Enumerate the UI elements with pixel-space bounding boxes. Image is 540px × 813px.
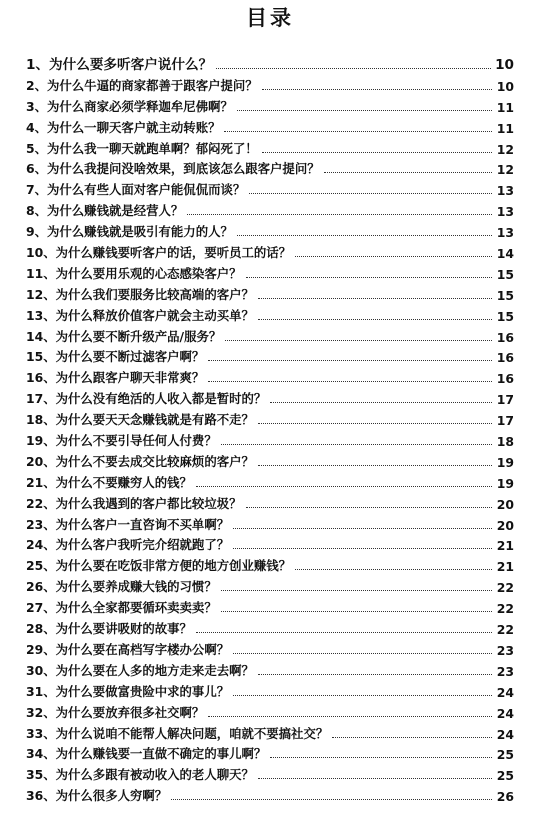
toc-entry[interactable]	[26, 762, 514, 783]
toc-entry[interactable]	[26, 94, 514, 115]
toc-entry-label: 33、为什么说咱不能帮人解决问题，咱就不要搞社交？	[26, 725, 329, 741]
dot-leader	[324, 172, 492, 173]
dot-leader	[246, 277, 493, 278]
dot-leader	[187, 214, 492, 215]
toc-entry-label: 21、为什么不要赚穷人的钱？	[26, 474, 192, 490]
toc-entry-page-number: 25	[496, 747, 514, 763]
toc-entry-page-number: 26	[496, 789, 514, 805]
dot-leader	[225, 340, 492, 341]
toc-entry[interactable]	[26, 533, 514, 554]
toc-entry[interactable]	[26, 783, 514, 804]
toc-entry-page-number: 12	[496, 162, 514, 178]
toc-entry-page-number: 11	[496, 99, 514, 115]
toc-entry-page-number: 20	[496, 517, 514, 533]
toc-entry[interactable]	[26, 595, 514, 616]
dot-leader	[270, 402, 492, 403]
toc-entry-label: 11、为什么要用乐观的心态感染客户？	[26, 265, 242, 281]
toc-entry[interactable]	[26, 73, 514, 94]
dot-leader	[221, 590, 492, 591]
toc-entry-label: 16、为什么跟客户聊天非常爽？	[26, 370, 205, 386]
toc-entry-label: 18、为什么要天天念赚钱就是有路不走？	[26, 412, 254, 428]
dot-leader	[270, 757, 492, 758]
toc-entry-label: 35、为什么多跟有被动收入的老人聊天？	[26, 767, 254, 783]
toc-entry[interactable]	[26, 386, 514, 407]
dot-leader	[196, 632, 492, 633]
dot-leader	[258, 298, 492, 299]
table-of-contents	[26, 50, 514, 804]
toc-entry[interactable]	[26, 177, 514, 198]
dot-leader	[208, 360, 492, 361]
toc-entry-label: 9、为什么赚钱就是吸引有能力的人？	[26, 224, 233, 240]
toc-entry-page-number: 22	[496, 601, 514, 617]
toc-entry[interactable]	[26, 50, 514, 73]
toc-entry-label: 20、为什么不要去成交比较麻烦的客户？	[26, 453, 254, 469]
toc-entry-page-number: 17	[496, 392, 514, 408]
page-title: 目录	[246, 6, 294, 30]
toc-entry-page-number: 16	[496, 371, 514, 387]
dot-leader	[224, 131, 492, 132]
toc-entry-page-number: 10	[495, 57, 514, 73]
dot-leader	[233, 653, 492, 654]
toc-entry-page-number: 14	[496, 246, 514, 262]
toc-entry-page-number: 20	[496, 496, 514, 512]
toc-entry-page-number: 11	[496, 120, 514, 136]
toc-entry-page-number: 24	[496, 705, 514, 721]
toc-entry-page-number: 22	[496, 622, 514, 638]
toc-entry[interactable]	[26, 136, 514, 157]
dot-leader	[258, 319, 492, 320]
toc-entry-label: 12、为什么我们要服务比较高端的客户？	[26, 286, 254, 302]
toc-entry[interactable]	[26, 491, 514, 512]
toc-entry[interactable]	[26, 700, 514, 721]
toc-entry-label: 15、为什么要不断过滤客户啊？	[26, 349, 205, 365]
dot-leader	[258, 674, 492, 675]
toc-entry-label: 5、为什么我一聊天就跑单啊？郁闷死了！	[26, 140, 258, 156]
dot-leader	[258, 465, 492, 466]
toc-entry-label: 29、为什么要在高档写字楼办公啊？	[26, 641, 230, 657]
toc-entry-page-number: 18	[496, 434, 514, 450]
toc-entry[interactable]	[26, 324, 514, 345]
toc-entry-page-number: 17	[496, 413, 514, 429]
toc-entry[interactable]	[26, 449, 514, 470]
toc-entry-label: 3、为什么商家必须学释迦牟尼佛啊？	[26, 98, 233, 114]
toc-entry-label: 4、为什么一聊天客户就主动转账？	[26, 119, 221, 135]
toc-entry-page-number: 21	[496, 559, 514, 575]
toc-entry-label: 22、为什么我遇到的客户都比较垃圾？	[26, 495, 242, 511]
toc-entry-label: 19、为什么不要引导任何人付费？	[26, 433, 217, 449]
toc-entry[interactable]	[26, 742, 514, 763]
toc-entry[interactable]	[26, 679, 514, 700]
toc-entry-label: 1、为什么要多听客户说什么？	[26, 57, 213, 73]
toc-entry-label: 7、为什么有些人面对客户能侃侃而谈？	[26, 182, 246, 198]
toc-entry-page-number: 13	[496, 225, 514, 241]
toc-entry-label: 31、为什么要做富贵险中求的事儿？	[26, 683, 230, 699]
dot-leader	[208, 716, 492, 717]
toc-entry[interactable]	[26, 240, 514, 261]
dot-leader	[196, 486, 492, 487]
dot-leader	[246, 507, 493, 508]
dot-leader	[208, 381, 492, 382]
toc-entry[interactable]	[26, 345, 514, 366]
toc-entry[interactable]	[26, 261, 514, 282]
dot-leader	[258, 423, 492, 424]
toc-entry[interactable]	[26, 157, 514, 178]
toc-entry-label: 10、为什么赚钱要听客户的话，要听员工的话？	[26, 245, 292, 261]
dot-leader	[171, 799, 492, 800]
toc-entry-label: 32、为什么要放弃很多社交啊？	[26, 704, 205, 720]
dot-leader	[258, 778, 492, 779]
toc-entry-label: 30、为什么要在人多的地方走来走去啊？	[26, 662, 254, 678]
toc-entry-label: 26、为什么要养成赚大钱的习惯？	[26, 579, 217, 595]
toc-entry-label: 25、为什么要在吃饭非常方便的地方创业赚钱？	[26, 558, 292, 574]
dot-leader	[332, 737, 492, 738]
dot-leader	[262, 152, 492, 153]
toc-entry[interactable]	[26, 428, 514, 449]
toc-entry-label: 23、为什么客户一直咨询不买单啊？	[26, 516, 230, 532]
toc-entry-label: 13、为什么释放价值客户就会主动买单？	[26, 307, 254, 323]
toc-entry-page-number: 16	[496, 329, 514, 345]
toc-entry-page-number: 22	[496, 580, 514, 596]
toc-entry-page-number: 15	[496, 266, 514, 282]
toc-entry[interactable]	[26, 470, 514, 491]
dot-leader	[249, 193, 492, 194]
toc-entry-page-number: 21	[496, 538, 514, 554]
toc-entry[interactable]	[26, 303, 514, 324]
toc-entry[interactable]	[26, 365, 514, 386]
toc-entry[interactable]	[26, 512, 514, 533]
toc-entry-page-number: 23	[496, 642, 514, 658]
toc-entry[interactable]	[26, 198, 514, 219]
toc-entry[interactable]	[26, 658, 514, 679]
toc-entry-page-number: 15	[496, 287, 514, 303]
toc-entry-page-number: 24	[496, 726, 514, 742]
toc-entry-page-number: 16	[496, 350, 514, 366]
toc-entry[interactable]	[26, 637, 514, 658]
dot-leader	[221, 444, 492, 445]
toc-entry[interactable]	[26, 282, 514, 303]
dot-leader	[221, 611, 492, 612]
toc-entry-label: 24、为什么客户我听完介绍就跑了？	[26, 537, 230, 553]
dot-leader	[237, 235, 492, 236]
dot-leader	[233, 548, 492, 549]
toc-entry[interactable]	[26, 574, 514, 595]
dot-leader	[216, 68, 491, 69]
toc-entry-page-number: 23	[496, 663, 514, 679]
toc-entry[interactable]	[26, 616, 514, 637]
dot-leader	[237, 110, 492, 111]
toc-entry-label: 27、为什么全家都要循环卖卖卖？	[26, 600, 217, 616]
toc-entry[interactable]	[26, 721, 514, 742]
toc-entry-page-number: 15	[496, 308, 514, 324]
toc-entry-page-number: 24	[496, 684, 514, 700]
dot-leader	[262, 89, 492, 90]
toc-entry-page-number: 25	[496, 768, 514, 784]
toc-entry-label: 17、为什么没有绝活的人收入都是暂时的？	[26, 391, 267, 407]
toc-entry-label: 2、为什么牛逼的商家都善于跟客户提问？	[26, 77, 258, 93]
dot-leader	[295, 256, 492, 257]
dot-leader	[233, 695, 492, 696]
toc-entry-page-number: 13	[496, 183, 514, 199]
toc-entry-page-number: 19	[496, 454, 514, 470]
toc-entry-page-number: 12	[496, 141, 514, 157]
toc-entry[interactable]	[26, 407, 514, 428]
toc-entry-page-number: 13	[496, 204, 514, 220]
toc-entry[interactable]	[26, 115, 514, 136]
toc-entry-label: 8、为什么赚钱就是经营人？	[26, 203, 184, 219]
toc-entry-page-number: 10	[496, 78, 514, 94]
toc-entry-label: 36、为什么很多人穷啊？	[26, 788, 168, 804]
toc-entry-label: 14、为什么要不断升级产品/服务？	[26, 328, 222, 344]
toc-entry-label: 6、为什么我提问没啥效果，到底该怎么跟客户提问？	[26, 161, 320, 177]
dot-leader	[295, 569, 492, 570]
dot-leader	[233, 528, 492, 529]
toc-entry[interactable]	[26, 219, 514, 240]
toc-entry-page-number: 19	[496, 475, 514, 491]
toc-entry-label: 28、为什么要讲吸财的故事？	[26, 621, 192, 637]
toc-entry[interactable]	[26, 553, 514, 574]
toc-entry-label: 34、为什么赚钱要一直做不确定的事儿啊？	[26, 746, 267, 762]
